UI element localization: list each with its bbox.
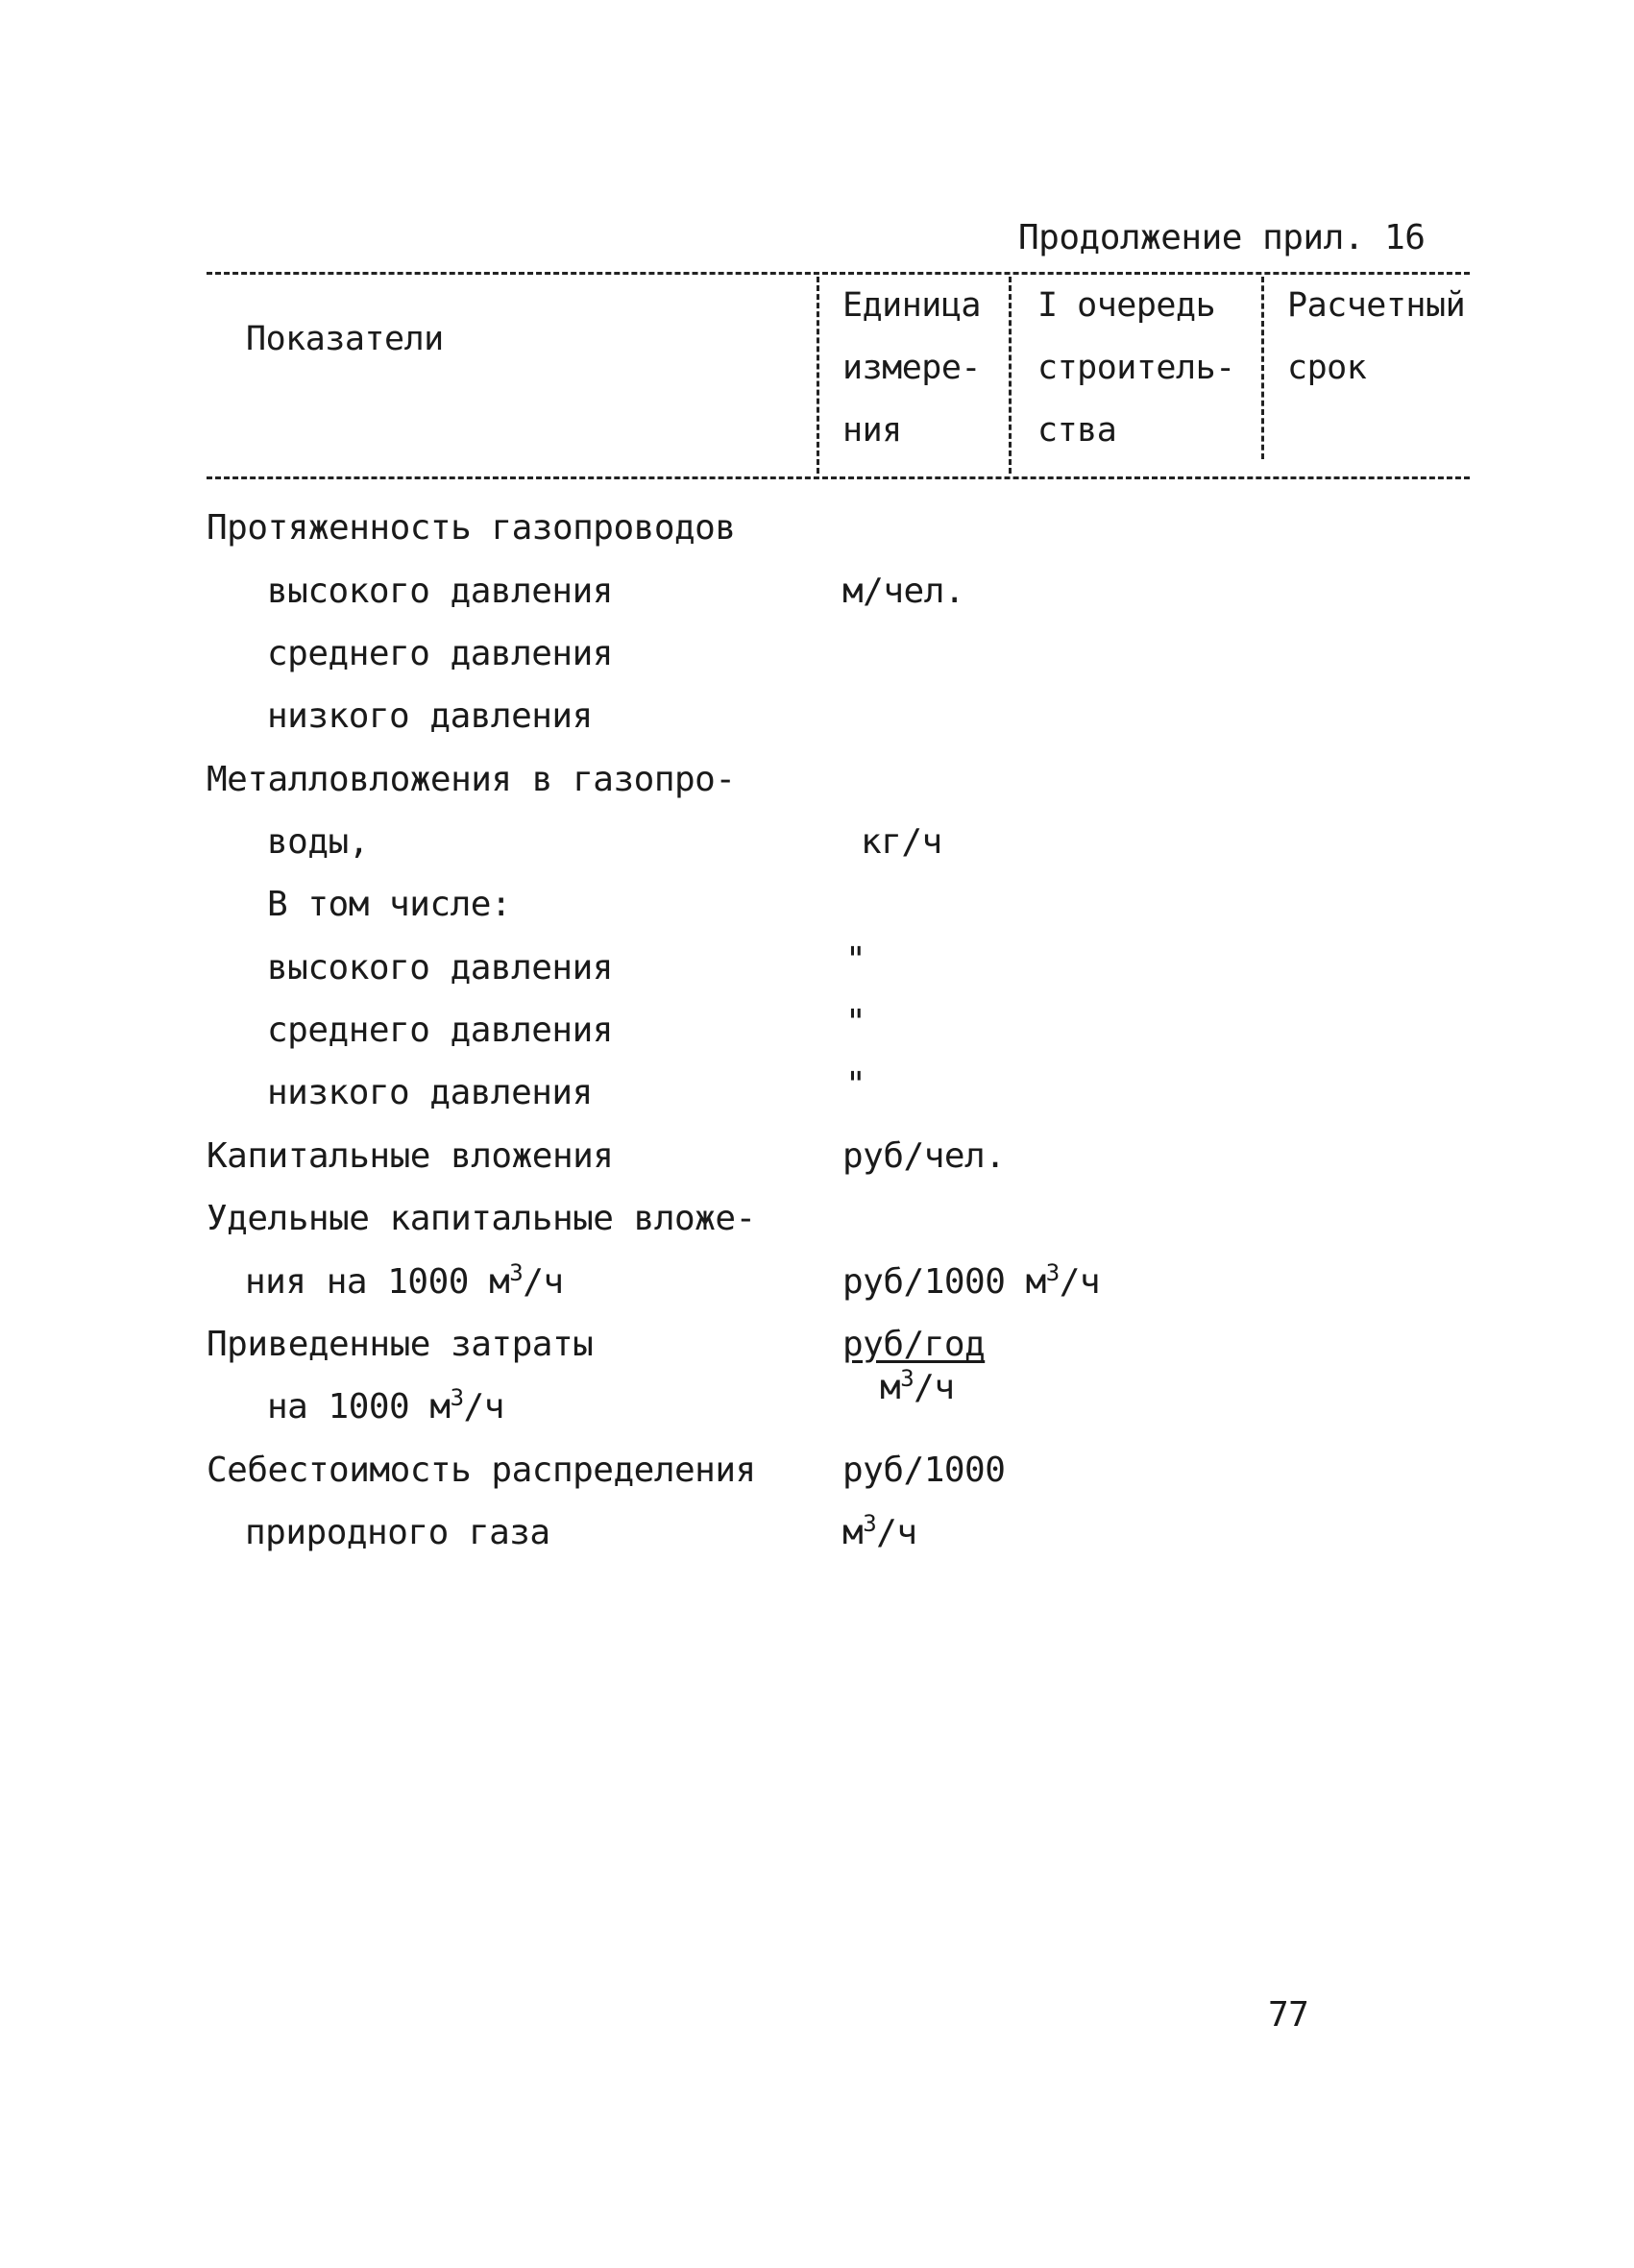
row-including: В том числе: — [267, 885, 512, 924]
row-natural-gas: природного газа — [245, 1513, 550, 1552]
header-unit-line-1: Единица — [842, 286, 982, 325]
row-metal-low-pressure: низкого давления — [267, 1073, 593, 1112]
row-metal-low-pressure-unit: " — [845, 1065, 866, 1105]
row-metal-high-pressure: высокого давления — [267, 948, 613, 988]
header-stage-line-3: ства — [1037, 411, 1117, 450]
row-high-pressure: высокого давления — [267, 572, 613, 611]
header-term-line-1: Расчетный — [1287, 286, 1466, 325]
row-specific-capital-unit: руб/1000 $м^3/ч$ — [842, 1259, 1101, 1302]
row-reduced-costs-unit-numerator: руб/год — [842, 1325, 986, 1364]
continuation-caption: Продолжение прил. 16 — [1018, 218, 1426, 257]
row-gas-pipeline-length: Протяженность газопроводов — [207, 508, 736, 548]
header-separator-2 — [1009, 277, 1012, 474]
row-metal-investment: Металловложения в газопро- — [207, 760, 736, 799]
header-bottom-rule — [207, 476, 1470, 479]
header-term-line-2: срок — [1287, 349, 1367, 387]
header-unit-line-3: ния — [842, 411, 902, 450]
row-distribution-cost-unit: руб/1000 — [842, 1451, 1006, 1490]
header-unit-line-2: измере- — [842, 349, 982, 387]
page-number: 77 — [1268, 1995, 1309, 2035]
header-stage-line-1: I очередь — [1037, 286, 1216, 325]
row-reduced-costs-cont: на 1000 $м^3/ч$ — [267, 1384, 504, 1427]
row-metal-high-pressure-unit: " — [845, 940, 866, 980]
header-separator-3 — [1261, 277, 1264, 459]
table-top-rule — [207, 272, 1470, 275]
row-metal-investment-unit: кг/ч — [861, 822, 942, 862]
header-indicators: Показатели — [246, 320, 444, 358]
row-metal-investment-cont: воды, — [267, 822, 369, 862]
row-metal-medium-pressure-unit: " — [845, 1003, 866, 1042]
row-capital-investment: Капитальные вложения — [207, 1136, 614, 1176]
row-reduced-costs: Приведенные затраты — [207, 1325, 594, 1364]
row-medium-pressure: среднего давления — [267, 634, 613, 673]
header-stage-line-2: строитель- — [1037, 349, 1235, 387]
row-specific-capital-cont: ния на 1000 $м^3/ч$ — [245, 1259, 564, 1302]
row-distribution-cost: Себестоимость распределения — [207, 1451, 756, 1490]
row-reduced-costs-unit-denominator: $м^3/ч$ — [880, 1365, 955, 1407]
row-low-pressure: низкого давления — [267, 696, 593, 736]
row-capital-investment-unit: руб/чел. — [842, 1136, 1006, 1176]
row-high-pressure-unit: м/чел. — [842, 572, 965, 611]
row-natural-gas-unit: $м^3/ч$ — [842, 1510, 917, 1552]
row-specific-capital: Удельные капитальные вложе- — [207, 1199, 756, 1238]
row-metal-medium-pressure: среднего давления — [267, 1011, 613, 1050]
header-separator-1 — [817, 277, 819, 474]
